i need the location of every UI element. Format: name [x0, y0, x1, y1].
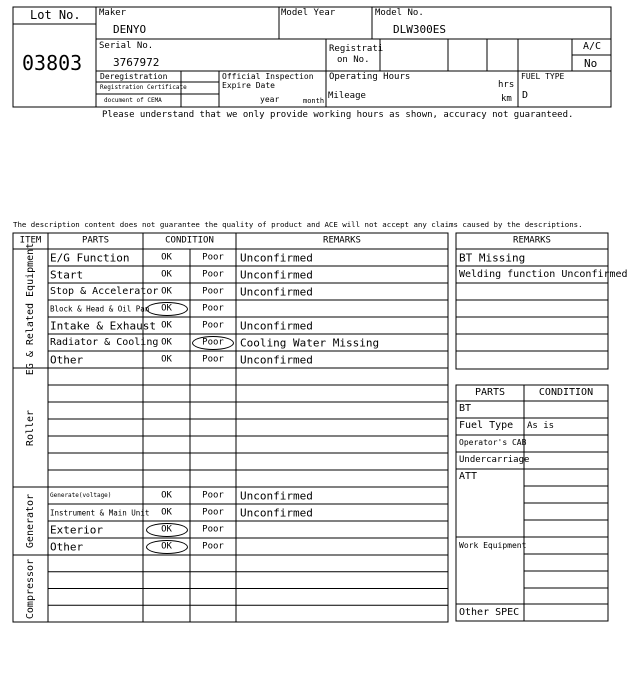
circled-mark [192, 336, 234, 350]
deregistration-label: Deregistration [100, 72, 168, 81]
part-cell: Stop & Accelerator [50, 285, 159, 297]
cab-label: Operator's CAB [459, 438, 527, 447]
operating-hours-label: Operating Hours [329, 72, 411, 82]
other-spec-label: Other SPEC [459, 607, 520, 618]
work-equipment-label: Work Equipment [459, 541, 527, 550]
remark-cell: Unconfirmed [240, 251, 313, 264]
bt-label: BT [459, 403, 472, 414]
mileage-label: Mileage [328, 91, 366, 101]
poor-cell: Poor [202, 541, 224, 551]
right-remark-line: Welding function Unconfirmed [459, 268, 628, 280]
poor-cell: Poor [202, 490, 224, 500]
poor-cell: Poor [202, 286, 224, 296]
maker-value: DENYO [113, 23, 147, 36]
inspection-label-1: Official Inspection [222, 72, 314, 81]
right-parts-header: PARTS [474, 387, 506, 398]
part-cell: Other [50, 540, 84, 553]
model-no-label: Model No. [375, 8, 424, 18]
part-cell: Generate(voltage) [50, 491, 112, 499]
poor-cell: Poor [202, 524, 224, 534]
ac-value: No [584, 57, 598, 70]
fuel-type-value: D [522, 90, 529, 101]
month-label: month [303, 97, 325, 105]
poor-cell: Poor [202, 320, 224, 330]
poor-cell: Poor [202, 354, 224, 364]
part-cell: Other [50, 353, 84, 366]
ok-cell: OK [161, 252, 172, 262]
ok-cell: OK [161, 303, 172, 313]
inspection-label-2: Expire Date [222, 81, 275, 90]
col-header-parts: PARTS [81, 235, 110, 246]
ok-cell: OK [161, 524, 172, 534]
year-label: year [260, 95, 280, 104]
ok-cell: OK [161, 354, 172, 364]
remark-cell: Unconfirmed [240, 353, 313, 366]
ok-cell: OK [161, 269, 172, 279]
remark-cell: Unconfirmed [240, 285, 313, 298]
group-label: EG & Related Equipment [24, 242, 36, 375]
ok-cell: OK [161, 337, 172, 347]
ok-cell: OK [161, 286, 172, 296]
poor-cell: Poor [202, 337, 224, 347]
group-label: Roller [24, 409, 36, 446]
poor-cell: Poor [202, 269, 224, 279]
ok-cell: OK [161, 541, 172, 551]
group-label: Compressor [24, 558, 36, 619]
remark-cell: Unconfirmed [240, 506, 313, 519]
serial-label: Serial No. [99, 41, 154, 51]
ok-cell: OK [161, 490, 172, 500]
serial-value: 3767972 [113, 56, 160, 69]
disclaimer: The description content does not guarantee the quality of product and ACE will not accept any claims caused by the descriptions. [13, 220, 583, 229]
ac-label: A/C [583, 41, 602, 52]
poor-cell: Poor [202, 507, 224, 517]
remark-cell: Unconfirmed [240, 319, 313, 332]
hrs-label: hrs [498, 80, 515, 90]
hours-notice: Please understand that we only provide working hours as shown, accuracy not guaranteed. [102, 110, 574, 120]
circled-mark [146, 302, 188, 316]
right-remarks-header: REMARKS [513, 235, 551, 246]
cema-label: document of CEMA [104, 97, 162, 104]
model-year-label: Model Year [281, 8, 336, 18]
lot-value: 03803 [22, 51, 83, 75]
poor-cell: Poor [202, 252, 224, 262]
att-label: ATT [459, 471, 478, 482]
part-cell: Start [50, 268, 84, 281]
fuel-type-label: FUEL TYPE [521, 72, 565, 81]
ok-cell: OK [161, 507, 172, 517]
reg-cert-label: Registration Certificate [100, 84, 187, 91]
fuel-value: As is [527, 421, 555, 431]
group-label: Generator [24, 493, 36, 549]
remark-cell: Cooling Water Missing [240, 336, 380, 349]
undercarriage-label: Undercarriage [459, 455, 530, 465]
part-cell: Radiator & Cooling [50, 336, 159, 348]
part-cell: Instrument & Main Unit [50, 507, 150, 517]
part-cell: Block & Head & Oil Pan [50, 303, 150, 313]
registration-label-1: Registrati [329, 44, 384, 54]
col-header-condition: CONDITION [165, 235, 214, 246]
lot-label: Lot No. [30, 8, 81, 22]
model-no-value: DLW300ES [393, 23, 446, 36]
right-condition-header: CONDITION [538, 387, 594, 398]
maker-label: Maker [99, 8, 127, 18]
part-cell: Intake & Exhaust [50, 319, 156, 332]
km-label: km [501, 94, 512, 104]
right-remark-line: BT Missing [459, 251, 526, 264]
part-cell: Exterior [50, 523, 103, 536]
poor-cell: Poor [202, 303, 224, 313]
registration-label-2: on No. [337, 55, 370, 65]
part-cell: E/G Function [50, 251, 130, 264]
col-header-item: ITEM [19, 235, 42, 246]
remark-cell: Unconfirmed [240, 489, 313, 502]
remark-cell: Unconfirmed [240, 268, 313, 281]
col-header-remarks: REMARKS [323, 235, 361, 246]
circled-mark [146, 523, 188, 537]
fuel-label: Fuel Type [459, 420, 514, 431]
ok-cell: OK [161, 320, 172, 330]
circled-mark [146, 540, 188, 554]
